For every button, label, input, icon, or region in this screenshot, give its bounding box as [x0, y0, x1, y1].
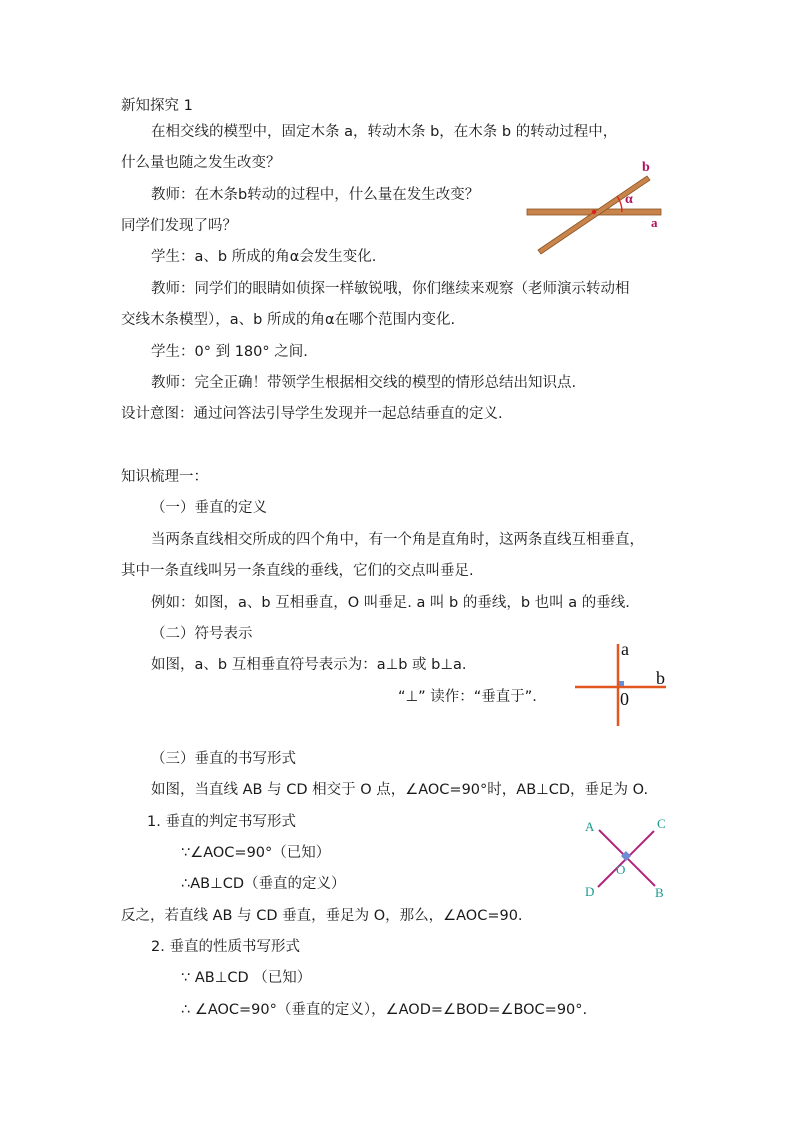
paragraph-line: 其中一条直线叫另一条直线的垂线，它们的交点叫垂足. — [121, 563, 474, 579]
label-o: O — [616, 862, 626, 877]
paragraph-line: 学生：a、b 所成的角α会发生变化. — [151, 249, 377, 265]
label-d: D — [585, 884, 595, 899]
label-b: b — [642, 160, 650, 175]
label-a: A — [585, 819, 595, 834]
paragraph-line: 如图，a、b 互相垂直符号表示为：a⊥b 或 b⊥a. — [151, 657, 467, 673]
subheading-writing: （三）垂直的书写形式 — [151, 751, 296, 767]
label-b: B — [655, 885, 664, 900]
subheading-symbol: （二）符号表示 — [151, 626, 253, 642]
label-a: a — [651, 215, 658, 230]
section1-title: 新知探究 1 — [121, 98, 193, 114]
ab-cd-figure — [580, 812, 672, 904]
proof-line: ∴ ∠AOC=90°（垂直的定义），∠AOD=∠BOD=∠BOC=90°. — [181, 1002, 588, 1018]
perpendicular-figure — [570, 638, 680, 730]
label-a: a — [621, 639, 629, 659]
intersection-point — [592, 210, 596, 214]
paragraph-line: 反之，若直线 AB 与 CD 垂直，垂足为 O，那么，∠AOC=90. — [121, 908, 523, 924]
paragraph-line: 当两条直线相交所成的四个角中，有一个角是直角时，这两条直线互相垂直， — [151, 532, 644, 548]
design-intent: 设计意图：通过问答法引导学生发现并一起总结垂直的定义. — [121, 406, 503, 422]
paragraph-line: 如图，当直线 AB 与 CD 相交于 O 点，∠AOC=90°时，AB⊥CD，垂足为 O. — [151, 782, 649, 798]
label-b: b — [656, 668, 665, 688]
paragraph-line: 例如：如图，a、b 互相垂直，O 叫垂足. a 叫 b 的垂线，b 也叫 a 的垂线. — [151, 595, 630, 611]
paragraph-line: 在相交线的模型中，固定木条 a，转动木条 b，在木条 b 的转动过程中， — [151, 124, 618, 140]
section2-title: 知识梳理一： — [121, 469, 208, 485]
paragraph-line: “⊥” 读作：“垂直于”. — [398, 689, 537, 705]
paragraph-line: 教师：完全正确！带领学生根据相交线的模型的情形总结出知识点. — [151, 375, 577, 391]
label-o: 0 — [620, 689, 629, 709]
paragraph-line: 教师：同学们的眼睛如侦探一样敏锐哦，你们继续来观察（老师演示转动相 — [151, 281, 630, 297]
paragraph-line: 教师：在木条b转动的过程中，什么量在发生改变？ — [151, 187, 480, 203]
proof-line: ∵ AB⊥CD （已知） — [181, 970, 312, 986]
wood-strip-figure — [522, 155, 672, 255]
proof-line: ∵∠AOC=90°（已知） — [181, 845, 331, 861]
subheading-definition: （一）垂直的定义 — [151, 500, 267, 516]
label-c: C — [657, 816, 666, 831]
paragraph-line: 什么量也随之发生改变？ — [121, 155, 281, 171]
label-alpha: α — [625, 192, 633, 207]
proof-line: ∴AB⊥CD（垂直的定义） — [181, 876, 346, 892]
right-angle-mark — [619, 681, 624, 686]
property-title: 2. 垂直的性质书写形式 — [151, 939, 300, 955]
paragraph-line: 同学们发现了吗？ — [121, 218, 237, 234]
paragraph-line: 学生：0° 到 180° 之间. — [151, 344, 308, 360]
judge-title: 1. 垂直的判定书写形式 — [147, 814, 296, 830]
paragraph-line: 交线木条模型），a、b 所成的角α在哪个范围内变化. — [121, 312, 456, 328]
